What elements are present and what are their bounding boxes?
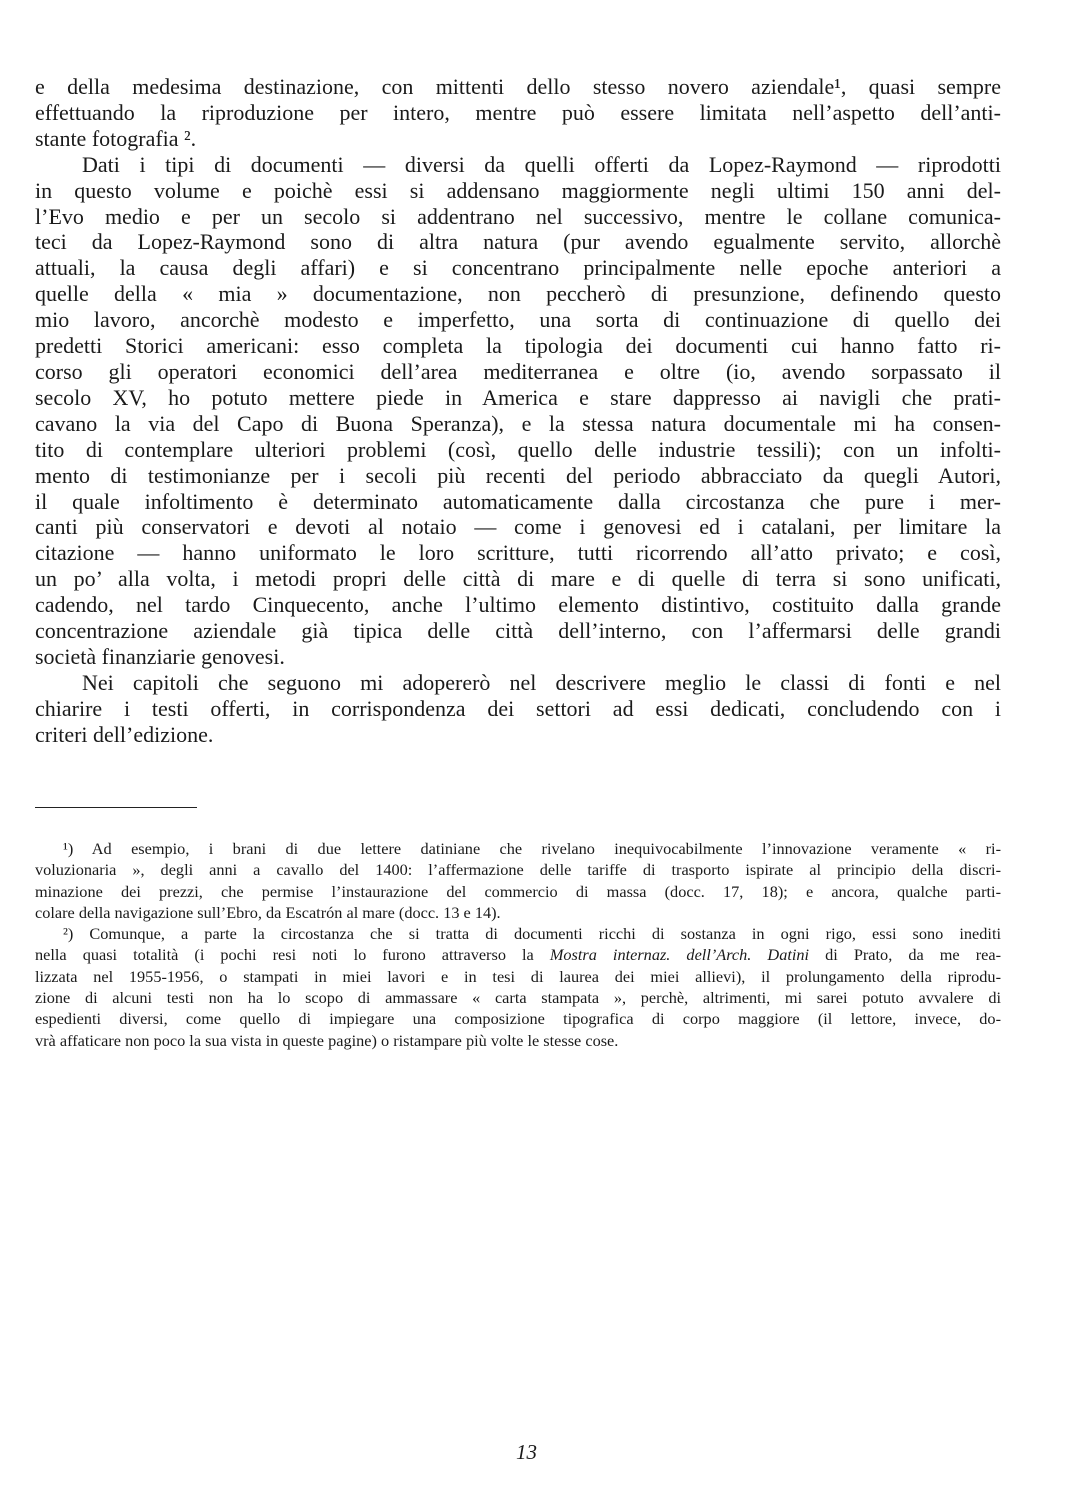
text-line: zione di alcuni testi non ha lo scopo di ammassare « carta stampata », perchè, altrimenti, mi sarei potuto avvalere di [35,988,1001,1008]
text-line: espedienti diversi, come quello di impiegare una composizione tipografica di corpo maggiore (il lettore, invece, do- [35,1009,1001,1029]
footnote [35,838,1001,923]
footnote-separator [35,807,197,808]
text-line: predetti Storici americani: esso completa la tipologia dei documenti cui hanno fatto ri- [35,333,1001,359]
text-line: cadendo, nel tardo Cinquecento, anche l’ultimo elemento distintivo, costituito dalla grande [35,592,1001,618]
text-line: minazione dei prezzi, che permise l’instaurazione del commercio di massa (docc. 17, 18); e ancora, qualche parti- [35,881,1001,901]
text-line: attuali, la causa degli affari) e si concentrano principalmente nelle epoche anteriori a [35,255,1001,281]
text-line: quelle della « mia » documentazione, non peccherò di presunzione, definendo questo [35,281,1001,307]
text-line: lizzata nel 1955-1956, o stampati in miei lavori e in tesi di laurea dei miei allievi), il prolungamento della riprodu- [35,966,1001,986]
text-line: in questo volume e poichè essi si addensano maggiormente negli ultimi 150 anni del- [35,177,1001,203]
text-line: vrà affaticare non poco la sua vista in queste pagine) o ristampare più volte le stesse cose. [35,1030,619,1050]
text-line: voluzionaria », degli anni a cavallo del 1400: l’affermazione delle tariffe di trasporto ispirate al principio della discri- [35,860,1001,880]
text-line: corso gli operatori economici dell’area mediterranea e oltre (io, avendo sorpassato il [35,358,1001,384]
text-line: ²) Comunque, a parte la circostanza che si tratta di documenti ricchi di sostanza in ogni rigo, essi sono inediti [63,924,1001,944]
text-line: il quale infoltimento è determinato automaticamente dalla circostanza che pure i mer- [35,488,1001,514]
text-line: mio lavoro, ancorchè modesto e imperfetto, una sorta di continuazione di quello dei [35,307,1001,333]
text-line: tito di contemplare ulteriori problemi (così, quello delle industrie tessili); con un infolti- [35,436,1001,462]
text-line: l’Evo medio e per un secolo si addentrano nel successivo, mentre le collane comunica- [35,203,1001,229]
text-line: criteri dell’edizione. [35,721,214,747]
text-line: nella quasi totalità (i pochi resi noti lo furono attraverso la Mostra internaz. dell’Arch. Datini di Prato, da me rea- [35,945,1001,965]
paragraph [35,152,1001,670]
text-line: società finanziarie genovesi. [35,643,285,669]
text-line: canti più conservatori e devoti al notaio — come i genovesi ed i catalani, per limitare la [35,514,1001,540]
text-line: Dati i tipi di documenti — diversi da quelli offerti da Lopez-Raymond — riprodotti [82,151,1001,177]
text-line: mento di testimonianze per i secoli più recenti del periodo abbracciato da quegli Autori, [35,462,1001,488]
text-line: secolo XV, ho potuto mettere piede in America e stare dappresso ai navigli che prati- [35,384,1001,410]
text-line: ¹) Ad esempio, i brani di due lettere datiniane che rivelano inequivocabilmente l’innovazione veramente « ri- [63,839,1001,858]
italic-title: Mostra internaz. dell’Arch. Datini [549,945,810,965]
body-text [35,74,1001,748]
footnotes [35,838,1001,1051]
text-line: un po’ alla volta, i metodi propri delle città di mare e di quelle di terra si sono unificati, [35,566,1001,592]
text-line: stante fotografia ². [35,125,197,151]
text-line: cavano la via del Capo di Buona Speranza), e la stessa natura documentale mi ha consen- [35,410,1001,436]
text-line: e della medesima destinazione, con mittenti dello stesso novero aziendale¹, quasi sempre [35,74,1001,99]
text-line: colare della navigazione sull’Ebro, da Escatrón al mare (docc. 13 e 14). [35,902,501,922]
text-line: concentrazione aziendale già tipica delle città dell’interno, con l’affermarsi delle grandi [35,618,1001,644]
paragraph [35,670,1001,748]
text-line: Nei capitoli che seguono mi adopererò nel descrivere meglio le classi di fonti e nel [82,669,1001,695]
text-line: effettuando la riproduzione per intero, mentre può essere limitata nell’aspetto dell’anti- [35,99,1001,125]
text-line: chiarire i testi offerti, in corrispondenza dei settori ad essi dedicati, concludendo con i [35,695,1001,721]
footnote [35,923,1001,1051]
paragraph [35,74,1001,152]
text-line: citazione — hanno uniformato le loro scritture, tutti ricorrendo all’atto privato; e così, [35,540,1001,566]
page-number: 13 [516,1440,537,1464]
text-line: teci da Lopez-Raymond sono di altra natura (pur avendo egualmente servito, allorchè [35,229,1001,255]
